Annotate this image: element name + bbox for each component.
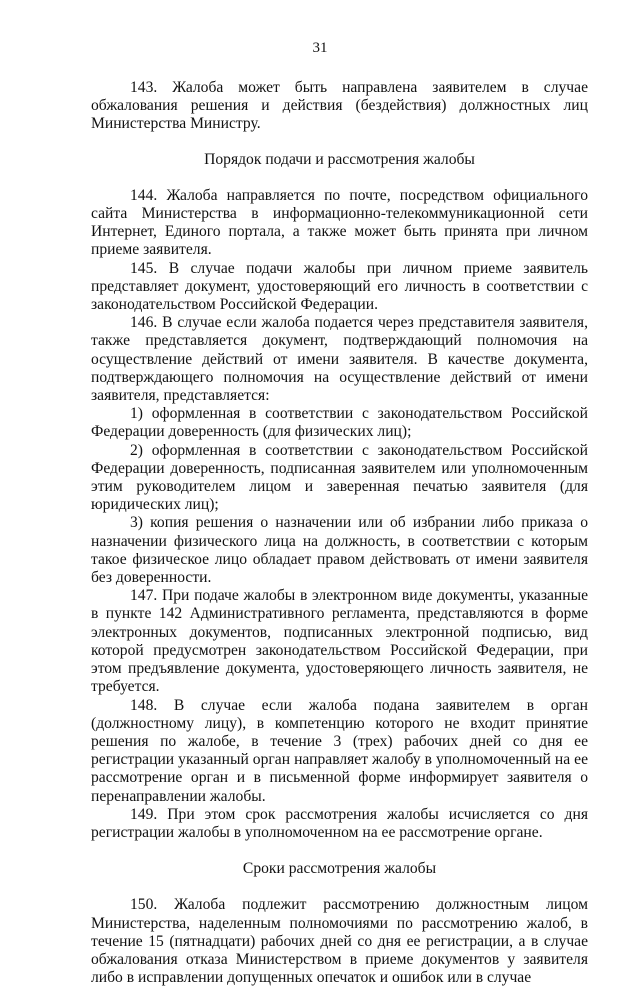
paragraph-146-item-2: 2) оформленная в соответствии с законодательством Российской Федерации доверенность, подписанная заявителем или уполномоченным этим руководителем лицом и заверенная печатью заявителя (для юридических лиц);	[91, 441, 588, 514]
page-number: 31	[312, 40, 328, 56]
paragraph-146-item-1: 1) оформленная в соответствии с законодательством Российской Федерации доверенность (для физических лиц);	[91, 405, 588, 441]
paragraph-147: 147. При подаче жалобы в электронном виде документы, указанные в пункте 142 Административного регламента, представляются в форме электронных документов, подписанных электронной подписью, вид которой предусмотрен законодательством Российской Федерации, при этом предъявление документа, удостоверяющего личность заявителя, не требуется.	[91, 587, 588, 696]
paragraph-146: 146. В случае если жалоба подается через представителя заявителя, также представляется документ, подтверждающий полномочия на осуществление действий от имени заявителя. В качестве документа, подтверждающего полномочия на осуществление действий от имени заявителя, представляется:	[91, 314, 588, 405]
paragraph-146-item-3: 3) копия решения о назначении или об избрании либо приказа о назначении физического лица на должность, в соответствии с которым такое физическое лицо обладает правом действовать от имени заявителя без доверенности.	[91, 514, 588, 587]
paragraph-143: 143. Жалоба может быть направлена заявителем в случае обжалования решения и действия (бездействия) должностных лиц Министерства Министру.	[91, 79, 588, 133]
section-heading-deadlines: Сроки рассмотрения жалобы	[242, 860, 437, 878]
paragraph-145: 145. В случае подачи жалобы при личном приеме заявитель представляет документ, удостоверяющий его личность в соответствии с законодательством Российской Федерации.	[91, 259, 588, 314]
section-heading-submission: Порядок подачи и рассмотрения жалобы	[204, 150, 475, 168]
document-body	[91, 79, 588, 987]
paragraph-148: 148. В случае если жалоба подана заявителем в орган (должностному лицу), в компетенцию которого не входит принятие решения по жалобе, в течение 3 (трех) рабочих дней со дня ее регистрации указанный орган направляет жалобу в уполномоченный на ее рассмотрение орган и в письменной форме информирует заявителя о перенаправлении жалобы.	[91, 696, 588, 805]
paragraph-150: 150. Жалоба подлежит рассмотрению должностным лицом Министерства, наделенным полномочиями по рассмотрению жалоб, в течение 15 (пятнадцати) рабочих дней со дня ее регистрации, а в случае обжалования отказа Министерством в приеме документов у заявителя либо в исправлении допущенных опечаток и ошибок или в случае	[91, 896, 588, 987]
paragraph-149: 149. При этом срок рассмотрения жалобы исчисляется со дня регистрации жалобы в уполномоченном на ее рассмотрение органе.	[91, 805, 588, 841]
paragraph-144: 144. Жалоба направляется по почте, посредством официального сайта Министерства в информационно-телекоммуникационной сети Интернет, Единого портала, а также может быть принята при личном приеме заявителя.	[91, 186, 588, 259]
